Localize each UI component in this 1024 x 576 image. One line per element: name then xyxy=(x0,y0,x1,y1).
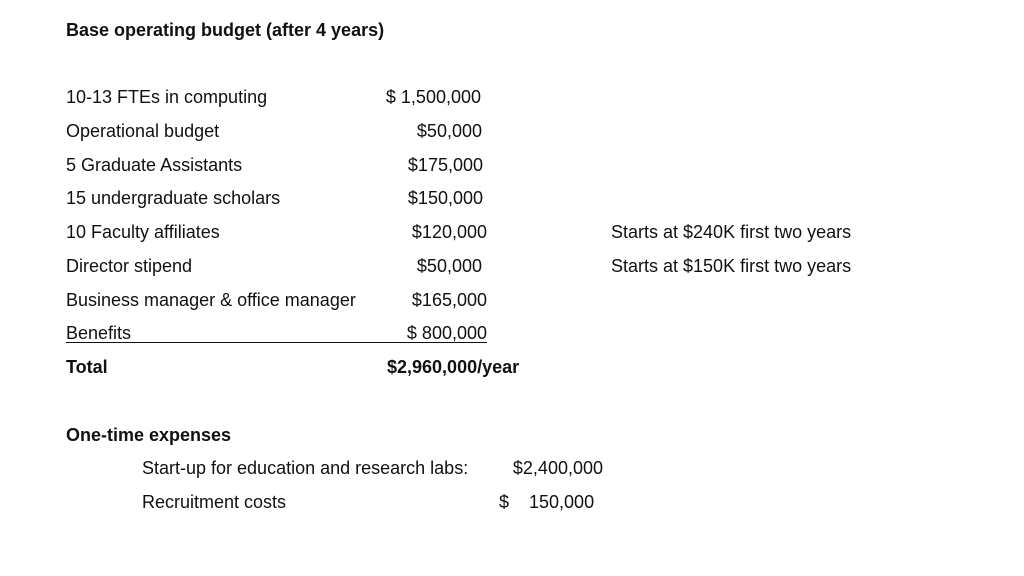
row-amount-grad-assistants: $175,000 xyxy=(407,155,483,175)
one-time-amount-recruitment: $ 150,000 xyxy=(499,492,595,512)
one-time-label-startup: Start-up for education and research labs: xyxy=(142,458,469,478)
row-amount-benefits: $ 800,000 xyxy=(406,323,487,343)
row-label-undergrad-scholars: 15 undergraduate scholars xyxy=(66,188,281,208)
row-amount-ftes: $ 1,500,000 xyxy=(385,87,481,107)
row-label-operational: Operational budget xyxy=(66,121,220,141)
row-amount-director-stipend: $50,000 xyxy=(416,256,482,276)
row-label-director-stipend: Director stipend xyxy=(66,256,193,276)
row-note-director-stipend: Starts at $150K first two years xyxy=(611,256,852,276)
total-amount: $2,960,000/year xyxy=(387,357,520,377)
row-label-grad-assistants: 5 Graduate Assistants xyxy=(66,155,243,175)
budget-heading: Base operating budget (after 4 years) xyxy=(66,20,385,40)
one-time-heading: One-time expenses xyxy=(66,425,232,445)
row-amount-faculty-affiliates: $120,000 xyxy=(411,222,487,242)
row-amount-managers: $165,000 xyxy=(411,290,487,310)
row-label-ftes: 10-13 FTEs in computing xyxy=(66,87,268,107)
total-label: Total xyxy=(66,357,108,377)
row-note-faculty-affiliates: Starts at $240K first two years xyxy=(611,222,852,242)
row-label-managers: Business manager & office manager xyxy=(66,290,356,310)
one-time-label-recruitment: Recruitment costs xyxy=(142,492,287,512)
benefits-underline xyxy=(66,342,487,343)
row-amount-operational: $50,000 xyxy=(416,121,482,141)
one-time-amount-startup: $2,400,000 xyxy=(512,458,603,478)
row-label-faculty-affiliates: 10 Faculty affiliates xyxy=(66,222,220,242)
row-amount-undergrad-scholars: $150,000 xyxy=(407,188,483,208)
row-label-benefits: Benefits xyxy=(66,323,132,343)
